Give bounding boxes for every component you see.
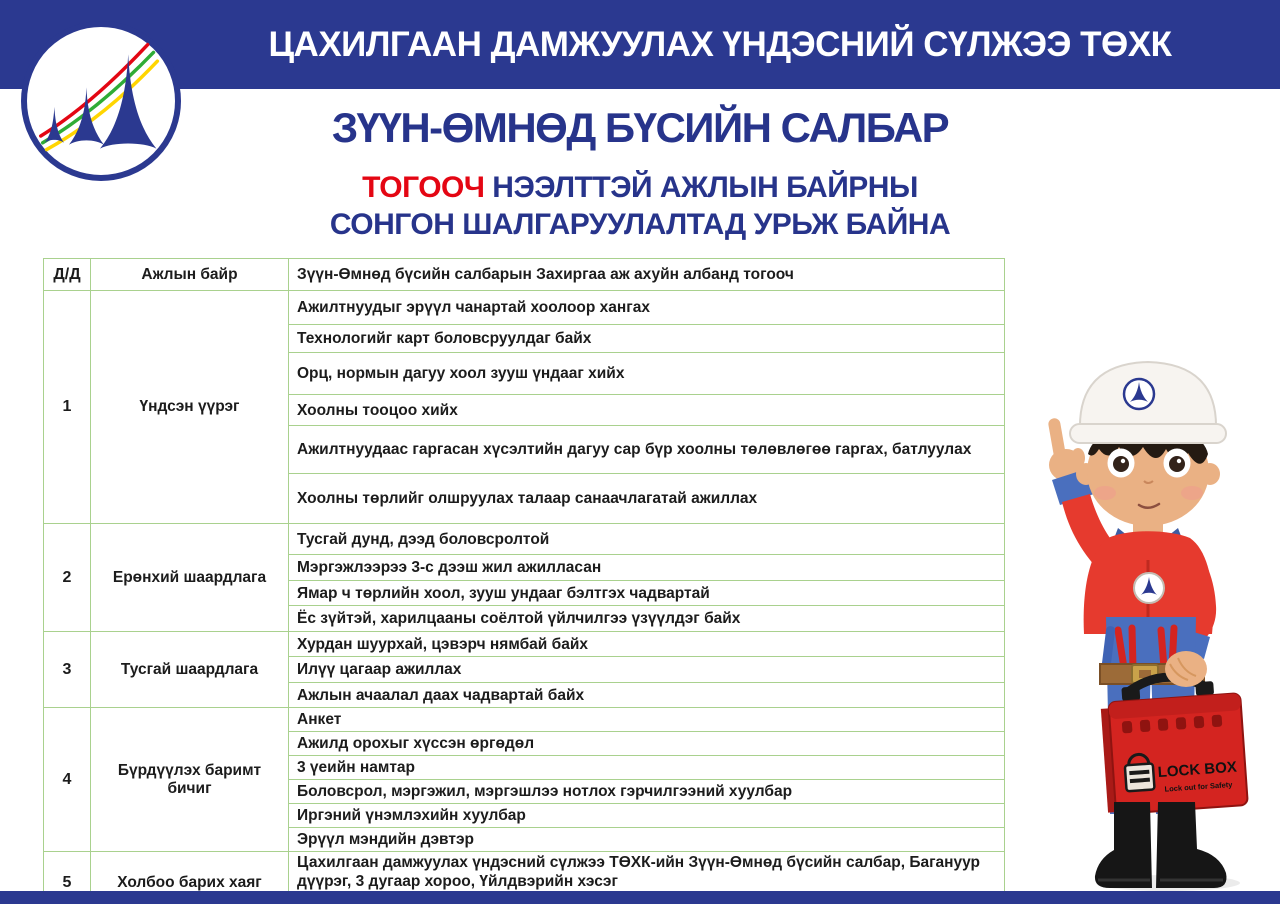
- row-item: Ёс зүйтэй, харилцааны соёлтой үйлчилгээ үзүүлдэг байх: [289, 605, 1004, 631]
- lockbox-subtitle: Lock out for Safety: [1164, 779, 1233, 794]
- vacancy-title: [0, 169, 1280, 243]
- company-logo: [21, 21, 181, 181]
- mascot-head: [1070, 362, 1226, 526]
- row-item: Боловсрол, мэргэжил, мэргэшлээ нотлох гэрчилгээний хуулбар: [289, 779, 1004, 803]
- row-item: Ямар ч төрлийн хоол, зууш ундааг бэлтгэх чадвартай: [289, 580, 1004, 605]
- transmission-towers-icon: [33, 33, 169, 169]
- row-items-cell: [289, 291, 1004, 523]
- company-name: ЦАХИЛГААН ДАМЖУУЛАХ ҮНДЭСНИЙ СҮЛЖЭЭ ТӨХК: [268, 24, 1172, 64]
- row-item: Зүүн-Өмнөд бүсийн салбарын Захиргаа аж ахуйн албанд тогооч: [297, 266, 794, 283]
- row-number-cell: 5: [44, 852, 91, 904]
- table-row: [44, 631, 1004, 707]
- row-label-cell: Үндсэн үүрэг: [91, 291, 289, 523]
- row-label-cell: Бүрдүүлэх баримт бичиг: [91, 708, 289, 851]
- row-number-cell: 3: [44, 632, 91, 707]
- row-item: Технологийг карт боловсруулдаг байх: [289, 324, 1004, 352]
- mascot-boots: [1095, 802, 1227, 888]
- row-item: Иргэний үнэмлэхийн хуулбар: [289, 803, 1004, 827]
- row-item: Ажилтнуудаас гаргасан хүсэлтийн дагуу сар бүр хоолны төлөвлөгөө гаргах, батлуулах: [289, 425, 1004, 473]
- table-row: [44, 290, 1004, 523]
- row-label-cell: Холбоо барих хаяг: [91, 852, 289, 904]
- table-row: [44, 259, 1004, 290]
- lockbox-title: LOCK BOX: [1157, 758, 1238, 782]
- row-number-cell: Д/Д: [44, 259, 91, 290]
- row-label-cell: Ерөнхий шаардлага: [91, 524, 289, 631]
- row-items-cell: [289, 632, 1004, 707]
- row-item: Хурдан шуурхай, цэвэрч нямбай байх: [297, 635, 588, 653]
- mascot-hand: [1165, 651, 1207, 687]
- row-item: Ажилтнуудыг эрүүл чанартай хоолоор хангах: [297, 299, 650, 316]
- table-row: [44, 523, 1004, 631]
- row-item: Ажилд орохыг хүссэн өргөдөл: [289, 731, 1004, 755]
- row-item: Хоолны тооцоо хийх: [289, 394, 1004, 425]
- row-item: Мэргэжлээрээ 3-с дээш жил ажилласан: [289, 554, 1004, 580]
- row-number-cell: 2: [44, 524, 91, 631]
- safety-worker-mascot: [1018, 332, 1278, 892]
- vacancy-line1-rest: НЭЭЛТТЭЙ АЖЛЫН БАЙРНЫ: [484, 171, 918, 204]
- table-row: [44, 707, 1004, 851]
- branch-title: ЗҮҮН-ӨМНӨД БҮСИЙН САЛБАР: [331, 104, 949, 151]
- row-item: Анкет: [297, 711, 342, 728]
- row-item: Цахилгаан дамжуулах үндэсний сүлжээ ТӨХК-ийн Зүүн-Өмнөд бүсийн салбар, Багануур дүүрэг, 3 дугаар хороо, Үйлдвэрийн хэсэг: [297, 854, 981, 890]
- row-item: Ажлын ачаалал даах чадвартай байх: [289, 682, 1004, 707]
- row-label-cell: Ажлын байр: [91, 259, 289, 290]
- row-items-cell: [289, 259, 1004, 290]
- row-item: Хоолны төрлийг олшруулах талаар санаачлагатай ажиллах: [289, 473, 1004, 523]
- row-label-cell: Тусгай шаардлага: [91, 632, 289, 707]
- row-items-cell: [289, 524, 1004, 631]
- row-item: Орц, нормын дагуу хоол зууш үндааг хийх: [289, 352, 1004, 394]
- row-item: Тусгай дунд, дээд боловсролтой: [297, 530, 550, 548]
- row-number-cell: 4: [44, 708, 91, 851]
- row-item: 3 үеийн намтар: [289, 755, 1004, 779]
- header-bar: [0, 0, 1280, 89]
- job-table: [43, 258, 1005, 904]
- row-item: Эрүүл мэндийн дэвтэр: [289, 827, 1004, 851]
- vacancy-position: ТОГООЧ: [362, 171, 485, 204]
- row-number-cell: 1: [44, 291, 91, 523]
- row-item: Илүү цагаар ажиллах: [289, 656, 1004, 682]
- footer-bar: [0, 891, 1280, 904]
- vacancy-line2: СОНГОН ШАЛГАРУУЛАЛТАД УРЬЖ БАЙНА: [329, 208, 951, 241]
- row-items-cell: [289, 708, 1004, 851]
